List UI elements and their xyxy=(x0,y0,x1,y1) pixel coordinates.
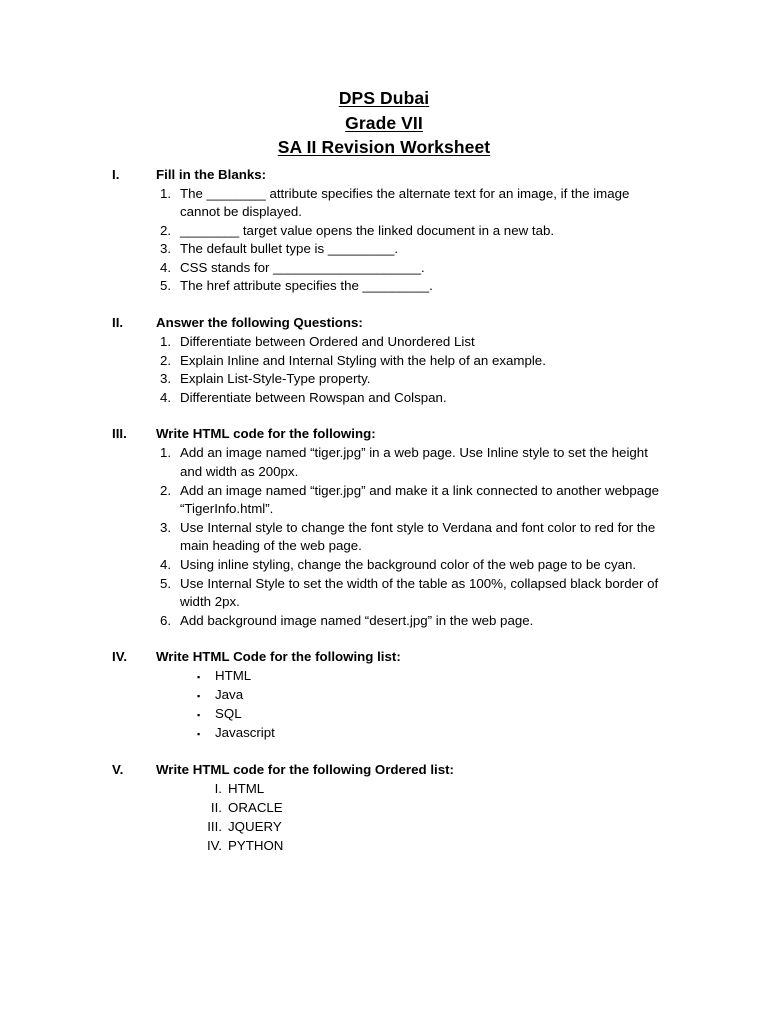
list-item xyxy=(112,240,670,259)
section-2-numeral: II. xyxy=(112,315,124,331)
list-item xyxy=(112,370,670,389)
list-item-text: ________ target value opens the linked document in a new tab. xyxy=(180,222,555,238)
list-item xyxy=(112,837,670,856)
list-item-text: Use Internal Style to set the width of the table as 100%, collapsed black border of width 2px. xyxy=(180,575,659,610)
section-5-head xyxy=(112,761,670,780)
list-marker: 5. xyxy=(160,278,172,294)
list-marker: 3. xyxy=(160,371,172,387)
section-1 xyxy=(112,166,670,297)
list-item-text: JQUERY xyxy=(228,818,282,834)
list-item xyxy=(112,686,670,705)
doc-title-line-3 xyxy=(0,135,768,160)
list-marker: 2. xyxy=(160,352,172,368)
section-4 xyxy=(112,648,670,743)
square-bullet-icon: ▪ xyxy=(197,710,201,721)
list-marker: 1. xyxy=(160,445,172,461)
section-5-numeral: V. xyxy=(112,762,124,777)
section-4-heading: Write HTML Code for the following list: xyxy=(156,649,401,665)
list-item xyxy=(112,277,670,296)
list-item-text: Use Internal style to change the font style to Verdana and font color to red for the main heading of the web page. xyxy=(180,519,656,554)
section-1-heading: Fill in the Blanks: xyxy=(156,166,267,182)
square-bullet-icon: ▪ xyxy=(197,672,201,683)
square-bullet-icon: ▪ xyxy=(197,691,201,702)
section-3-list xyxy=(112,444,670,630)
list-item xyxy=(112,799,670,818)
list-item-text: PYTHON xyxy=(228,837,284,853)
list-item-text: HTML xyxy=(228,781,265,796)
list-item xyxy=(112,667,670,686)
list-item-text: Add background image named “desert.jpg” in the web page. xyxy=(180,612,534,628)
list-item xyxy=(112,519,670,556)
section-3-numeral: III. xyxy=(112,426,127,442)
list-item xyxy=(112,780,670,799)
list-item xyxy=(112,612,670,631)
list-item-text: Add an image named “tiger.jpg” and make it a link connected to another webpage “TigerInfo.html”. xyxy=(180,482,659,517)
section-4-list xyxy=(112,667,670,743)
section-5-heading: Write HTML code for the following Ordered list: xyxy=(156,762,454,777)
list-item-text: The default bullet type is _________. xyxy=(180,241,399,257)
list-item xyxy=(112,556,670,575)
list-marker: II. xyxy=(210,799,222,815)
section-5 xyxy=(112,761,670,856)
list-marker: III. xyxy=(207,818,222,834)
doc-title-line-1 xyxy=(0,86,768,111)
list-item xyxy=(112,818,670,837)
list-marker: 2. xyxy=(160,222,172,238)
list-item-text: Java xyxy=(215,687,244,703)
list-item xyxy=(112,724,670,743)
section-4-head xyxy=(112,648,670,667)
list-item-text: Using inline styling, change the background color of the web page to be cyan. xyxy=(180,557,637,572)
list-marker: 1. xyxy=(160,334,172,350)
section-2-list xyxy=(112,333,670,407)
list-item-text: Explain List-Style-Type property. xyxy=(180,371,371,387)
list-item xyxy=(112,352,670,371)
list-item xyxy=(112,482,670,519)
square-bullet-icon: ▪ xyxy=(197,729,201,740)
doc-title-text-1: DPS Dubai xyxy=(338,88,430,108)
list-item xyxy=(112,259,670,278)
section-2 xyxy=(112,314,670,407)
list-marker: 3. xyxy=(160,519,172,535)
list-item-text: ORACLE xyxy=(228,799,283,815)
section-2-heading: Answer the following Questions: xyxy=(156,315,363,331)
list-item xyxy=(112,705,670,724)
list-marker: IV. xyxy=(206,837,222,853)
sections-container xyxy=(0,160,768,856)
list-item xyxy=(112,575,670,612)
section-3 xyxy=(112,425,670,630)
list-item-text: Differentiate between Rowspan and Colspan. xyxy=(180,389,447,405)
list-marker: 1. xyxy=(160,185,172,201)
list-item-text: The href attribute specifies the _________. xyxy=(180,278,433,294)
list-marker: 6. xyxy=(160,612,172,628)
list-item-text: Javascript xyxy=(215,725,275,741)
section-3-heading: Write HTML code for the following: xyxy=(156,426,376,442)
list-marker: I. xyxy=(214,781,222,796)
list-item-text: HTML xyxy=(215,668,252,684)
list-item xyxy=(112,333,670,352)
list-marker: 4. xyxy=(160,557,172,572)
section-1-list xyxy=(112,185,670,297)
doc-title-text-2: Grade VII xyxy=(345,112,423,133)
list-marker: 4. xyxy=(160,389,172,405)
list-item xyxy=(112,222,670,241)
list-item-text: Explain Inline and Internal Styling with the help of an example. xyxy=(180,352,546,368)
list-item-text: CSS stands for ____________________. xyxy=(180,259,425,275)
doc-title-line-2 xyxy=(0,111,768,136)
list-item xyxy=(112,185,670,222)
list-item-text: Add an image named “tiger.jpg” in a web page. Use Inline style to set the height and width as 200px. xyxy=(180,445,648,480)
list-item xyxy=(112,389,670,408)
section-3-head xyxy=(112,425,670,444)
list-marker: 3. xyxy=(160,241,172,257)
list-item xyxy=(112,444,670,481)
list-marker: 5. xyxy=(160,575,172,591)
section-1-numeral: I. xyxy=(112,166,120,182)
doc-title-text-3: SA II Revision Worksheet xyxy=(277,137,491,157)
section-5-list xyxy=(112,780,670,856)
list-item-text: Differentiate between Ordered and Unordered List xyxy=(180,334,475,350)
list-item-text: SQL xyxy=(215,706,242,722)
section-2-head xyxy=(112,314,670,333)
section-1-head xyxy=(112,166,670,185)
list-item-text: The ________ attribute specifies the alternate text for an image, if the image cannot be displayed. xyxy=(180,185,630,220)
title-block xyxy=(0,0,768,160)
list-marker: 4. xyxy=(160,259,172,275)
list-marker: 2. xyxy=(160,482,172,498)
section-4-numeral: IV. xyxy=(112,649,128,665)
